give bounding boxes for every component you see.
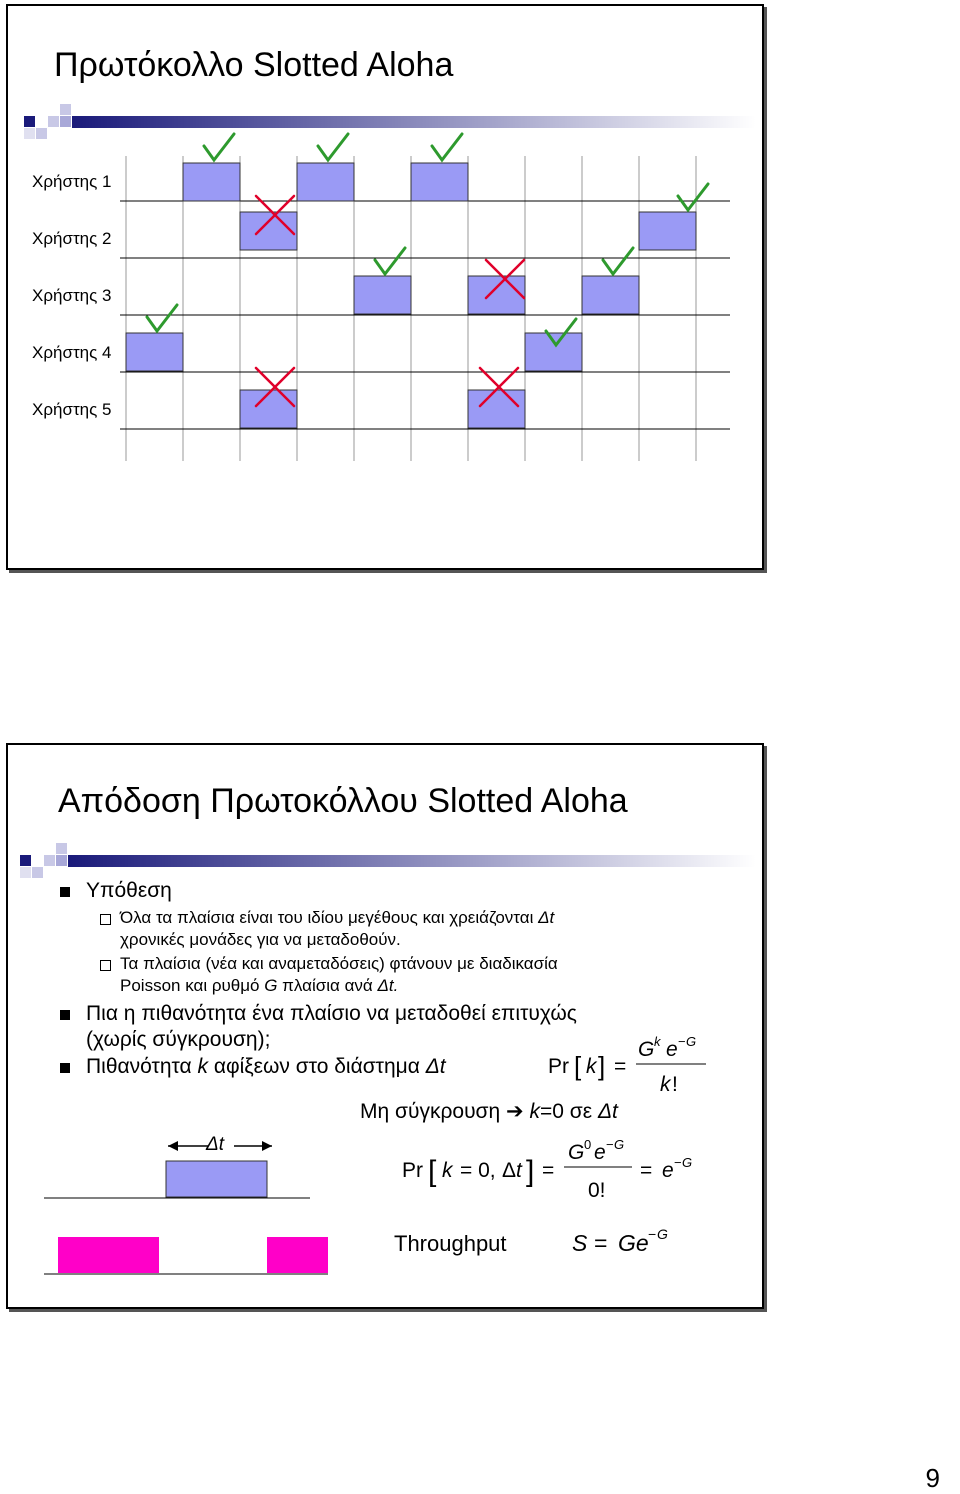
bullet-square-icon — [60, 1063, 70, 1073]
bullet-question: Πια η πιθανότητα ένα πλαίσιο να μεταδοθεί επιτυχώς (χωρίς σύγκρουση); — [86, 1002, 577, 1051]
svg-text:G: G — [657, 1226, 668, 1242]
svg-text:[: [ — [428, 1155, 437, 1188]
frame-user2 — [240, 212, 297, 250]
success-check-icon — [432, 134, 462, 160]
throughput-formula — [568, 1219, 708, 1263]
poisson-formula — [544, 1029, 714, 1099]
user-label-3: Χρήστης 3 — [32, 286, 112, 305]
svg-text:t: t — [516, 1159, 522, 1182]
svg-text:= 0,: = 0, — [460, 1159, 496, 1182]
throughput-label: Throughput — [394, 1231, 507, 1256]
svg-text:Δ: Δ — [502, 1159, 517, 1182]
bullet-probability: Πιθανότητα k αφίξεων στο διάστημα Δt — [86, 1055, 446, 1078]
user-label-4: Χρήστης 4 — [32, 343, 112, 362]
svg-text:−: − — [674, 1155, 682, 1170]
svg-text:k: k — [586, 1055, 597, 1078]
svg-text:=: = — [640, 1159, 653, 1182]
sub-bullet-square-icon — [100, 914, 111, 925]
svg-text:]: ] — [598, 1051, 606, 1081]
success-check-icon — [678, 184, 708, 210]
success-check-icon — [375, 248, 405, 274]
frame-user5 — [468, 390, 525, 428]
svg-text:=: = — [614, 1055, 627, 1078]
svg-text:0: 0 — [584, 1137, 592, 1152]
frame-user4 — [525, 333, 582, 371]
bullet-square-icon — [60, 1010, 70, 1020]
svg-text:Pr: Pr — [548, 1055, 569, 1078]
success-check-icon — [318, 134, 348, 160]
title-decoration — [16, 841, 756, 881]
dt-label: Δt — [206, 1134, 225, 1155]
success-check-icon — [147, 305, 177, 331]
frame-user5 — [240, 390, 297, 428]
svg-text:G: G — [682, 1155, 693, 1170]
svg-text:−: − — [606, 1137, 614, 1152]
svg-text:G: G — [686, 1034, 697, 1049]
svg-text:S: S — [572, 1230, 588, 1256]
bullet-hypothesis: Υπόθεση — [86, 879, 172, 902]
svg-text:−: − — [678, 1034, 686, 1049]
magenta-frame — [267, 1237, 328, 1273]
frame-block — [166, 1161, 267, 1197]
user-label-5: Χρήστης 5 — [32, 400, 112, 419]
svg-text:k: k — [654, 1034, 661, 1049]
arrow-right-icon: ➔ — [506, 1100, 524, 1123]
frame-user4 — [126, 333, 183, 371]
frame-user1 — [411, 163, 468, 201]
slide-2 — [6, 743, 764, 1309]
user-label-2: Χρήστης 2 — [32, 229, 112, 248]
svg-text:k: k — [442, 1159, 453, 1182]
sub-bullet-2: Τα πλαίσια (νέα και αναμεταδόσεις) φτάνουν με διαδικασία Poisson και ρυθμό G πλαίσια ανά Δt. — [120, 954, 558, 995]
frame-time-diagram — [38, 1125, 328, 1285]
frame-user2 — [639, 212, 696, 250]
bullet-square-icon — [60, 887, 70, 897]
no-collision-formula — [396, 1131, 706, 1211]
svg-text:=: = — [542, 1159, 555, 1182]
frame-user3 — [582, 276, 639, 314]
magenta-frame — [58, 1237, 159, 1273]
user-label-1: Χρήστης 1 — [32, 172, 112, 191]
svg-text:e: e — [666, 1038, 678, 1061]
svg-text:−: − — [648, 1226, 657, 1242]
no-collision-statement: Μη σύγκρουση ➔ k=0 σε Δt — [360, 1100, 618, 1123]
sub-bullet-square-icon — [100, 960, 111, 971]
svg-text:k: k — [660, 1073, 671, 1096]
page-number: 9 — [925, 1463, 940, 1493]
success-check-icon — [603, 248, 633, 274]
frame-user3 — [354, 276, 411, 314]
svg-text:G: G — [614, 1137, 625, 1152]
svg-text:[: [ — [574, 1051, 582, 1081]
svg-text:0!: 0! — [588, 1179, 606, 1202]
svg-text:=: = — [594, 1230, 608, 1256]
frame-user1 — [183, 163, 240, 201]
svg-text:e: e — [662, 1159, 674, 1182]
frame-user3 — [468, 276, 525, 314]
svg-text:Pr: Pr — [402, 1159, 423, 1182]
slot-timeline — [8, 6, 762, 568]
frame-user1 — [297, 163, 354, 201]
slide-1 — [6, 4, 764, 570]
svg-text:Ge: Ge — [618, 1230, 649, 1256]
svg-text:e: e — [594, 1141, 606, 1164]
sub-bullet-1: Όλα τα πλαίσια είναι του ιδίου μεγέθους και χρειάζονται Δt χρονικές μονάδες για να μεταδοθούν. — [120, 908, 555, 949]
success-check-icon — [204, 134, 234, 160]
svg-text:G: G — [638, 1038, 655, 1061]
svg-text:]: ] — [526, 1155, 535, 1188]
slide-2-title: Απόδοση Πρωτοκόλλου Slotted Aloha — [58, 782, 628, 820]
svg-text:!: ! — [672, 1073, 678, 1096]
slide-1-title: Πρωτόκολλο Slotted Aloha — [54, 46, 454, 84]
svg-text:G: G — [568, 1141, 585, 1164]
